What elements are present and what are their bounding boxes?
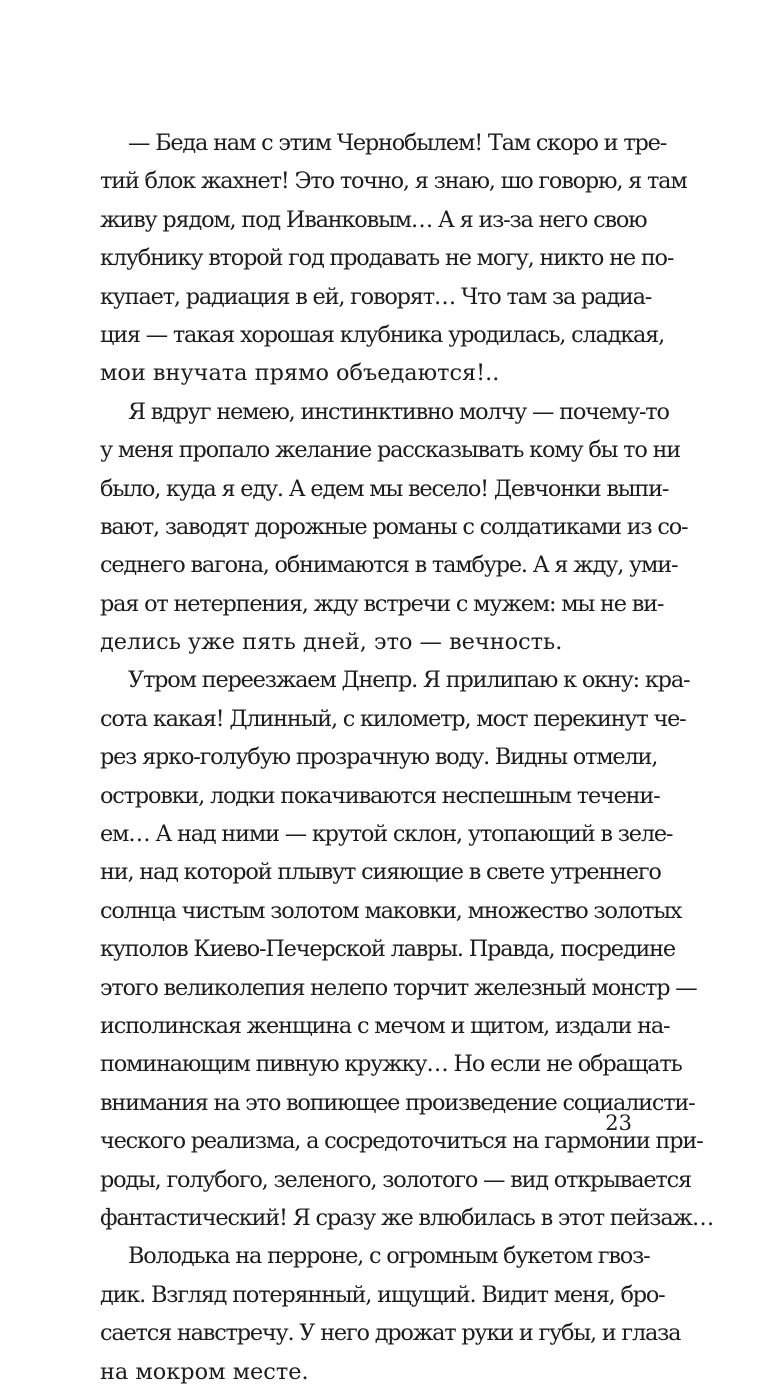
paragraph [100, 1237, 681, 1391]
paragraph [100, 661, 714, 1237]
text-line: сота какая! Длинный, с километр, мост перекинут че- [100, 705, 686, 732]
text-line: исполинская женщина с мечом и щитом, издали на- [100, 1012, 670, 1039]
text-line: Володька на перроне, с огромным букетом гвоз- [128, 1243, 650, 1270]
text-line: внимания на это вопиющее произведение социалисти- [100, 1089, 695, 1116]
paragraph [100, 393, 688, 662]
text-line: рая от нетерпения, жду встречи с мужем: мы не ви- [100, 590, 664, 617]
text-line: тий блок жахнет! Это точно, я знаю, шо говорю, я там [100, 168, 687, 195]
text-line: на мокром месте. [100, 1358, 309, 1385]
text-line: ни, над которой плывут сияющие в свете утреннего [100, 859, 661, 886]
text-line: Я вдруг немею, инстинктивно молчу — почему-то [128, 398, 669, 425]
text-line: делись уже пять дней, это — вечность. [100, 629, 563, 656]
text-line: фантастический! Я сразу же влюбилась в этот пейзаж… [100, 1204, 714, 1231]
text-line: ем… А над ними — крутой склон, утопающий в зеле- [100, 821, 673, 848]
text-line: роды, голубого, зеленого, золотого — вид открывается [100, 1166, 691, 1193]
text-line: Утром переезжаем Днепр. Я прилипаю к окну: кра- [128, 667, 690, 694]
text-line: поминающим пивную кружку… Но если не обращать [100, 1051, 682, 1078]
text-line: вают, заводят дорожные романы с солдатиками из со- [100, 513, 688, 540]
text-line: дик. Взгляд потерянный, ищущий. Видит меня, бро- [100, 1281, 665, 1308]
text-line: мои внучата прямо объедаются!.. [100, 360, 500, 387]
text-line: клубнику второй год продавать не могу, никто не по- [100, 245, 674, 272]
paragraph [100, 124, 687, 393]
text-line: — Беда нам с этим Чернобылем! Там скоро и тре- [128, 130, 667, 156]
text-line: островки, лодки покачиваются неспешным течени- [100, 782, 660, 809]
text-line: живу рядом, под Иванковым… А я из-за него свою [100, 206, 647, 233]
text-line: куполов Киево-Печерской лавры. Правда, посредине [100, 936, 675, 963]
text-line: ция — такая хорошая клубника уродилась, сладкая, [100, 321, 665, 348]
page-text [100, 124, 714, 1391]
text-line: сается навстречу. У него дрожат руки и губы, и глаза [100, 1320, 681, 1347]
text-line: у меня пропало желание рассказывать кому бы то ни [100, 437, 681, 464]
text-line: рез ярко-голубую прозрачную воду. Видны отмели, [100, 744, 658, 771]
text-line: ческого реализма, а сосредоточиться на гармонии при- [100, 1128, 703, 1155]
text-line: было, куда я еду. А едем мы весело! Девчонки выпи- [100, 475, 669, 502]
text-line: седнего вагона, обнимаются в тамбуре. А я жду, уми- [100, 552, 678, 579]
page-number: 23 [605, 1111, 632, 1135]
text-line: солнца чистым золотом маковки, множество золотых [100, 897, 682, 924]
text-line: купает, радиация в ей, говорят… Что там за радиа- [100, 283, 652, 310]
text-line: этого великолепия нелепо торчит железный монстр — [100, 974, 697, 1001]
